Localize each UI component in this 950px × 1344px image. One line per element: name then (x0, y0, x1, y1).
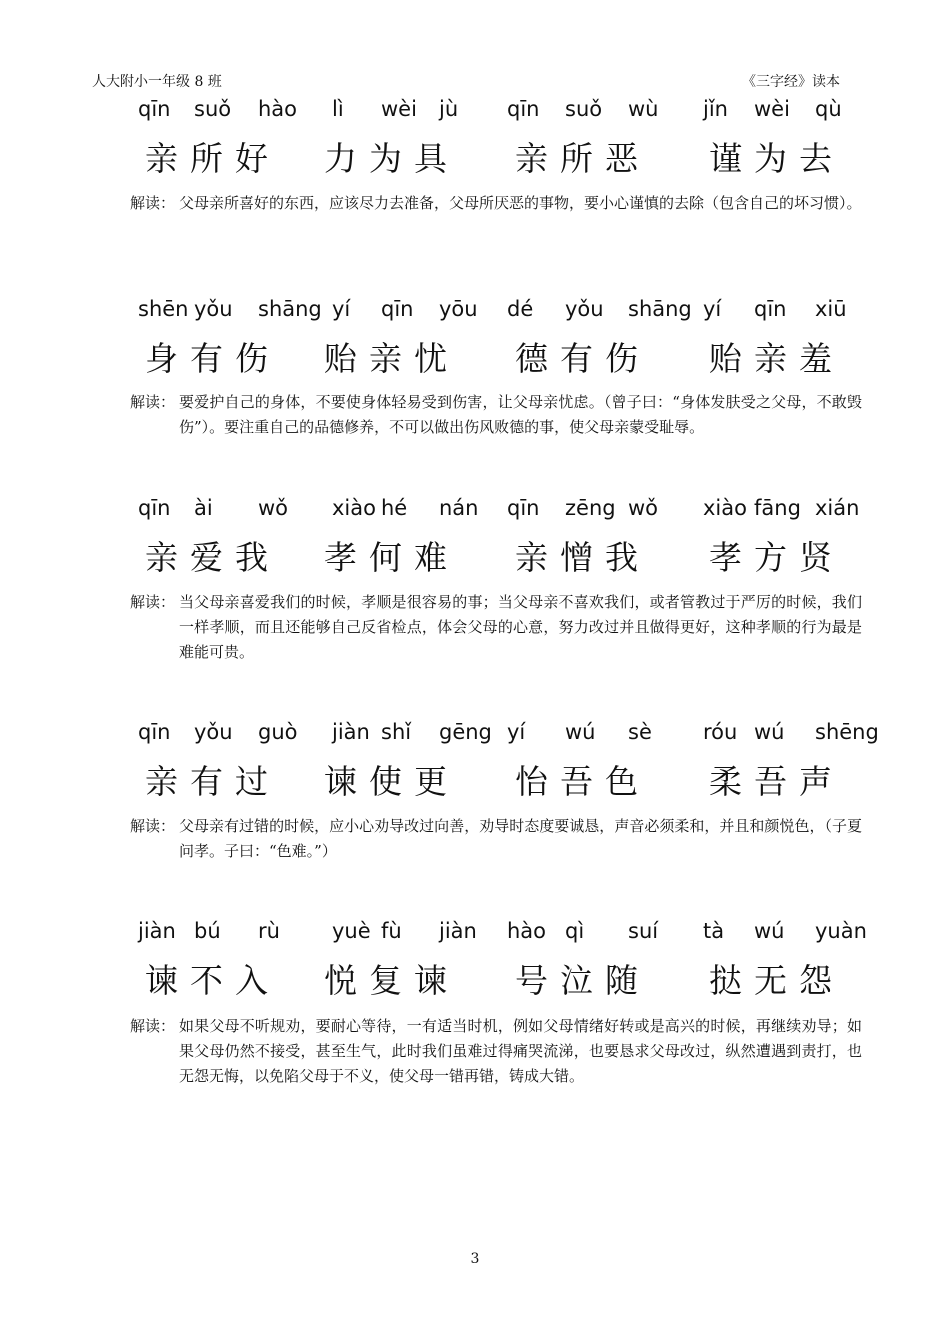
hanzi-phrase: 谏不入 (145, 961, 280, 1000)
pinyin-row (0, 97, 950, 127)
hanzi-phrase: 号泣随 (515, 961, 650, 1000)
pinyin-syllable: qīn (138, 496, 171, 520)
hanzi-phrase: 孝何难 (324, 538, 459, 577)
pinyin-syllable: róu (703, 720, 738, 744)
hanzi-phrase: 谨为去 (709, 139, 844, 178)
pinyin-syllable: guò (258, 720, 298, 744)
pinyin-syllable: wú (754, 919, 785, 943)
header-class-name: 人大附小一年级 8 班 (92, 74, 222, 90)
verse-1 (0, 97, 950, 181)
pinyin-syllable: qì (565, 919, 585, 943)
hanzi-phrase: 柔吾声 (709, 762, 844, 801)
pinyin-syllable: wù (628, 97, 659, 121)
pinyin-syllable: wǒ (258, 496, 289, 520)
explanation-2 (130, 390, 862, 470)
pinyin-row (0, 297, 950, 327)
pinyin-syllable: wèi (754, 97, 790, 121)
explanation-3 (130, 590, 862, 670)
pinyin-syllable: qīn (138, 720, 171, 744)
hanzi-phrase: 亲所恶 (515, 139, 650, 178)
pinyin-syllable: shāng (628, 297, 692, 321)
pinyin-syllable: suǒ (194, 97, 232, 121)
pinyin-syllable: xiào (332, 496, 376, 520)
pinyin-syllable: suí (628, 919, 659, 943)
explanation-text: 父母亲有过错的时候，应小心劝导改过向善，劝导时态度要诚恳，声音必须柔和，并且和颜悦色，（子夏问孝。子曰：“色难。”） (179, 817, 862, 860)
pinyin-syllable: jiàn (332, 720, 370, 744)
hanzi-phrase: 亲憎我 (515, 538, 650, 577)
explanation-label: 解读： (130, 1017, 176, 1035)
pinyin-row (0, 919, 950, 949)
verse-3 (0, 496, 950, 580)
pinyin-syllable: qīn (138, 97, 171, 121)
hanzi-phrase: 悦复谏 (324, 961, 459, 1000)
hanzi-row (0, 756, 950, 800)
pinyin-syllable: shēn (138, 297, 189, 321)
pinyin-syllable: yí (507, 720, 526, 744)
pinyin-syllable: qīn (507, 496, 540, 520)
explanation-label: 解读： (130, 817, 176, 835)
pinyin-syllable: wèi (381, 97, 417, 121)
pinyin-syllable: fù (381, 919, 402, 943)
hanzi-phrase: 挞无怨 (709, 961, 844, 1000)
hanzi-phrase: 怡吾色 (515, 762, 650, 801)
pinyin-syllable: xián (815, 496, 860, 520)
pinyin-syllable: fāng (754, 496, 801, 520)
pinyin-row (0, 496, 950, 526)
pinyin-syllable: wú (565, 720, 596, 744)
pinyin-syllable: tà (703, 919, 725, 943)
hanzi-phrase: 德有伤 (515, 339, 650, 378)
explanation-1 (130, 191, 862, 271)
pinyin-syllable: yǒu (565, 297, 604, 321)
pinyin-syllable: shēng (815, 720, 879, 744)
explanation-4 (130, 814, 862, 894)
verse-2 (0, 297, 950, 381)
verse-5 (0, 919, 950, 1003)
pinyin-syllable: hào (507, 919, 547, 943)
pinyin-syllable: qīn (754, 297, 787, 321)
hanzi-phrase: 贻亲忧 (324, 339, 459, 378)
pinyin-syllable: shǐ (381, 720, 412, 744)
pinyin-syllable: yōu (439, 297, 478, 321)
hanzi-phrase: 身有伤 (145, 339, 280, 378)
pinyin-syllable: yuè (332, 919, 371, 943)
pinyin-syllable: lì (332, 97, 344, 121)
hanzi-row (0, 133, 950, 177)
hanzi-phrase: 贻亲羞 (709, 339, 844, 378)
pinyin-syllable: jù (439, 97, 459, 121)
pinyin-syllable: qīn (507, 97, 540, 121)
pinyin-syllable: qīn (381, 297, 414, 321)
pinyin-syllable: yǒu (194, 297, 233, 321)
pinyin-syllable: qù (815, 97, 842, 121)
pinyin-syllable: dé (507, 297, 534, 321)
page-header (92, 71, 840, 91)
pinyin-syllable: jǐn (703, 97, 728, 121)
page-number: 3 (470, 1251, 480, 1267)
pinyin-syllable: nán (439, 496, 479, 520)
pinyin-syllable: zēng (565, 496, 616, 520)
pinyin-syllable: shāng (258, 297, 322, 321)
hanzi-phrase: 亲爱我 (145, 538, 280, 577)
pinyin-syllable: ài (194, 496, 213, 520)
explanation-label: 解读： (130, 593, 176, 611)
explanation-text: 父母亲所喜好的东西，应该尽力去准备，父母所厌恶的事物，要小心谨慎的去除（包含自己的坏习惯）。 (179, 194, 862, 212)
hanzi-phrase: 力为具 (324, 139, 459, 178)
pinyin-syllable: jiàn (138, 919, 176, 943)
hanzi-phrase: 谏使更 (324, 762, 459, 801)
pinyin-syllable: gēng (439, 720, 492, 744)
hanzi-phrase: 亲所好 (145, 139, 280, 178)
pinyin-syllable: yǒu (194, 720, 233, 744)
explanation-text: 如果父母不听规劝，要耐心等待，一有适当时机，例如父母情绪好转或是高兴的时候，再继续劝导；如果父母仍然不接受，甚至生气，此时我们虽难过得痛哭流涕，也要恳求父母改过，纵然遭遇到责打，也无怨无悔，以免陷父母于不义，使父母一错再错，铸成大错。 (179, 1017, 862, 1085)
pinyin-row (0, 720, 950, 750)
hanzi-phrase: 孝方贤 (709, 538, 844, 577)
pinyin-syllable: rù (258, 919, 280, 943)
hanzi-row (0, 955, 950, 999)
hanzi-row (0, 532, 950, 576)
explanation-text: 当父母亲喜爱我们的时候，孝顺是很容易的事；当父母亲不喜欢我们，或者管教过于严厉的时候，我们一样孝顺，而且还能够自己反省检点，体会父母的心意，努力改过并且做得更好，这种孝顺的行为最是难能可贵。 (179, 593, 862, 661)
explanation-5 (130, 1014, 862, 1094)
verse-4 (0, 720, 950, 804)
explanation-text: 要爱护自己的身体，不要使身体轻易受到伤害，让父母亲忧虑。（曾子曰：“身体发肤受之父母，不敢毁伤”）。要注重自己的品德修养，不可以做出伤风败德的事，使父母亲蒙受耻辱。 (179, 393, 862, 436)
pinyin-syllable: hé (381, 496, 408, 520)
pinyin-syllable: yí (332, 297, 351, 321)
pinyin-syllable: xiū (815, 297, 847, 321)
explanation-label: 解读： (130, 194, 176, 212)
header-book-title: 《三字经》读本 (742, 74, 840, 90)
hanzi-row (0, 333, 950, 377)
pinyin-syllable: hào (258, 97, 298, 121)
pinyin-syllable: bú (194, 919, 221, 943)
hanzi-phrase: 亲有过 (145, 762, 280, 801)
pinyin-syllable: suǒ (565, 97, 603, 121)
pinyin-syllable: sè (628, 720, 652, 744)
pinyin-syllable: wǒ (628, 496, 659, 520)
pinyin-syllable: jiàn (439, 919, 477, 943)
explanation-label: 解读： (130, 393, 176, 411)
pinyin-syllable: wú (754, 720, 785, 744)
pinyin-syllable: xiào (703, 496, 747, 520)
pinyin-syllable: yuàn (815, 919, 867, 943)
pinyin-syllable: yí (703, 297, 722, 321)
